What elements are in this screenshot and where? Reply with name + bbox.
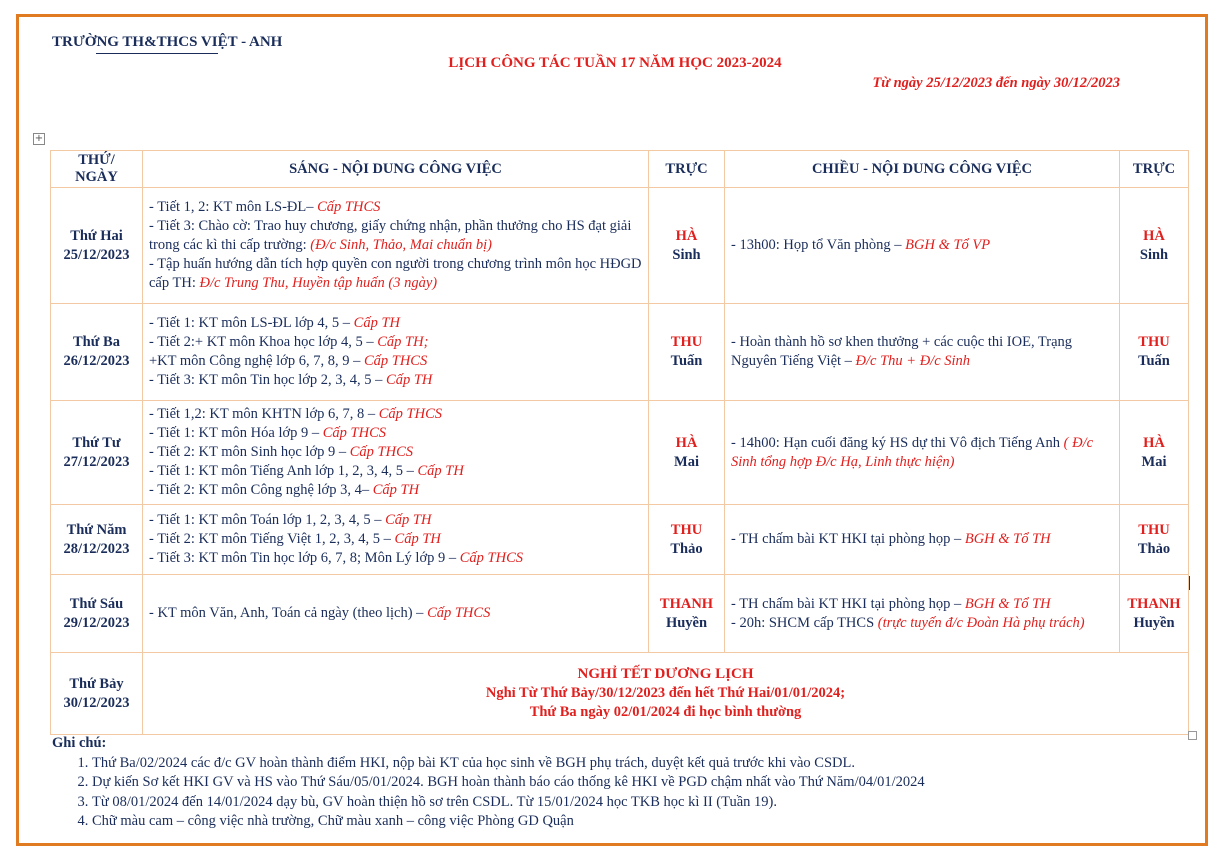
school-underline (96, 53, 218, 54)
task-line (149, 352, 642, 371)
duty-morning-cell (649, 188, 725, 304)
duty-lead: THU (670, 521, 703, 538)
task-assignee: BGH & Tổ TH (964, 531, 1051, 547)
task-assignee: Cấp TH (353, 315, 400, 331)
task-line (149, 530, 642, 549)
task-assignee: (Đ/c Sinh, Thảo, Mai chuẩn bị) (310, 237, 492, 253)
duty-name: Thảo (1137, 540, 1171, 557)
header-day: THỨ/ NGÀY (51, 151, 143, 188)
task-line (149, 424, 642, 443)
task-line (149, 462, 642, 481)
task-text: - Tiết 3: KT môn Tin học lớp 6, 7, 8; Môn Lý lớp 9 – (149, 550, 460, 566)
morning-cell (143, 401, 649, 505)
task-line (149, 314, 642, 333)
task-text: - Tiết 1: KT môn LS-ĐL lớp 4, 5 – (149, 315, 354, 331)
day-date: 30/12/2023 (63, 694, 130, 711)
task-line (731, 595, 1113, 614)
day-name: Thứ Bảy (69, 675, 124, 692)
date-range: Từ ngày 25/12/2023 đến ngày 30/12/2023 (872, 75, 1120, 91)
task-assignee: Cấp TH (394, 531, 441, 547)
task-text: - TH chấm bài KT HKI tại phòng họp – (731, 595, 965, 612)
task-assignee: Cấp THCS (322, 425, 387, 441)
duty-name: Tuấn (670, 353, 703, 369)
afternoon-cell (725, 401, 1120, 505)
task-line (149, 405, 642, 424)
task-assignee: Cấp THCS (317, 199, 381, 215)
duty-lead: THU (670, 334, 703, 350)
task-text: - 13h00: Họp tổ Văn phòng – (731, 237, 906, 253)
duty-name: Huyền (1133, 614, 1175, 631)
task-text: - Tiết 1,2: KT môn KHTN lớp 6, 7, 8 – (149, 406, 379, 422)
note-item: 3. Từ 08/01/2024 đến 14/01/2024 dạy bù, GV hoàn thiện hồ sơ trên CSDL. Từ 15/01/2024 học TKB học kì II (Tuần 19). (92, 793, 925, 813)
morning-cell (143, 505, 649, 575)
holiday-line-2: Thứ Ba ngày 02/01/2024 đi học bình thường (529, 704, 802, 720)
day-name: Thứ Sáu (69, 595, 124, 612)
duty-name: Sinh (1139, 246, 1169, 263)
task-text: - Tiết 1: KT môn Toán lớp 1, 2, 3, 4, 5 – (149, 512, 386, 528)
task-line (149, 481, 642, 500)
table-row-saturday (51, 653, 1189, 735)
task-assignee: Cấp THCS (349, 444, 414, 460)
notes-section (52, 734, 925, 832)
table-row (51, 304, 1189, 401)
note-item: 2. Dự kiến Sơ kết HKI GV và HS vào Thứ Sáu/05/01/2024. BGH hoàn thành báo cáo thống kê HKI về PGD chậm nhất vào Thứ Năm/04/01/2024 (92, 773, 925, 793)
afternoon-cell (725, 505, 1120, 575)
task-text: - Tiết 1: KT môn Tiếng Anh lớp 1, 2, 3, 4, 5 – (149, 463, 418, 479)
duty-lead: THANH (659, 595, 714, 612)
day-date: 28/12/2023 (63, 540, 130, 557)
morning-cell (143, 188, 649, 304)
duty-morning-cell (649, 575, 725, 653)
duty-name: Mai (674, 453, 699, 470)
duty-morning-cell (649, 304, 725, 401)
school-name: TRƯỜNG TH&THCS VIỆT - ANH (52, 34, 283, 50)
task-line (731, 434, 1113, 472)
duty-name: Thảo (670, 540, 703, 557)
header-afternoon: CHIỀU - NỘI DUNG CÔNG VIỆC (725, 151, 1120, 188)
task-line (731, 236, 1113, 255)
task-assignee: Cấp THCS (459, 550, 524, 566)
duty-afternoon-cell (1120, 188, 1189, 304)
task-assignee: Cấp THCS (363, 353, 428, 369)
duty-afternoon-cell (1120, 505, 1189, 575)
task-assignee: BGH & Tổ TH (964, 595, 1051, 612)
duty-afternoon-cell (1120, 304, 1189, 401)
text-cursor (1189, 576, 1190, 590)
task-line (731, 333, 1113, 371)
duty-lead: HÀ (675, 434, 698, 451)
duty-morning-cell (649, 401, 725, 505)
table-row (51, 575, 1189, 653)
task-text: - Tiết 2: KT môn Sinh học lớp 9 – (149, 444, 350, 460)
note-item: 1. Thứ Ba/02/2024 các đ/c GV hoàn thành điểm HKI, nộp bài KT của học sinh về BGH phụ trách, duyệt kết quả trước khi vào CSDL. (92, 754, 925, 774)
afternoon-cell (725, 304, 1120, 401)
table-row (51, 401, 1189, 505)
afternoon-cell (725, 188, 1120, 304)
task-line (149, 549, 642, 568)
task-assignee: Cấp TH (386, 372, 433, 388)
task-text: - KT môn Văn, Anh, Toán cả ngày (theo lịch) – (149, 605, 428, 621)
day-date: 27/12/2023 (63, 453, 130, 470)
duty-lead: THU (1138, 521, 1170, 538)
duty-name: Sinh (672, 246, 701, 263)
task-assignee: Đ/c Thu + Đ/c Sinh (855, 353, 971, 369)
task-text: - Tiết 3: Chào cờ: Trao huy chương, giấy chứng nhận, phần thưởng cho HS đạt giải trong các kì thi cấp trường: (149, 218, 632, 253)
task-line (149, 511, 642, 530)
task-text: +KT môn Công nghệ lớp 6, 7, 8, 9 – (149, 353, 364, 369)
afternoon-cell (725, 575, 1120, 653)
header-morning: SÁNG - NỘI DUNG CÔNG VIỆC (143, 151, 649, 188)
duty-lead: HÀ (675, 227, 698, 244)
task-text: - Tập huấn hướng dẫn tích hợp quyền con người trong chương trình môn học HĐGD cấp TH: (149, 256, 642, 291)
task-text: - Tiết 1, 2: KT môn LS-ĐL– (149, 199, 318, 215)
duty-name: Huyền (665, 614, 708, 631)
task-line (149, 255, 642, 293)
task-text: - Tiết 2:+ KT môn Khoa học lớp 4, 5 – (149, 334, 378, 350)
duty-afternoon-cell (1120, 575, 1189, 653)
task-text: - 14h00: Hạn cuối đăng ký HS dự thi Vô địch Tiếng Anh (731, 434, 1064, 451)
morning-cell (143, 575, 649, 653)
day-name: Thứ Ba (73, 334, 120, 350)
table-row (51, 505, 1189, 575)
day-cell (51, 188, 143, 304)
day-date: 26/12/2023 (63, 353, 130, 369)
task-assignee: (trực tuyến đ/c Đoàn Hà phụ trách) (877, 614, 1085, 631)
task-assignee: Cấp THCS (378, 406, 443, 422)
task-assignee: Cấp TH (372, 482, 420, 498)
day-cell (51, 401, 143, 505)
task-line (149, 217, 642, 255)
document-title (0, 55, 1230, 72)
day-name: Thứ Hai (70, 227, 123, 244)
duty-afternoon-cell (1120, 401, 1189, 505)
task-assignee: ( Đ/c Sinh tổng hợp Đ/c Hạ, Linh thực hiện) (731, 434, 1094, 470)
task-text: - Tiết 2: KT môn Tiếng Việt 1, 2, 3, 4, 5 – (149, 531, 395, 547)
holiday-line-1: Nghỉ Từ Thứ Bảy/30/12/2023 đến hết Thứ Hai/01/01/2024; (485, 685, 846, 701)
header-duty-afternoon: TRỰC (1120, 151, 1189, 188)
duty-name: Mai (1141, 453, 1167, 470)
task-line (731, 530, 1113, 549)
day-cell (51, 575, 143, 653)
day-cell (51, 505, 143, 575)
task-assignee: BGH & Tổ VP (905, 237, 991, 253)
task-text: - Tiết 2: KT môn Công nghệ lớp 3, 4– (149, 482, 373, 498)
day-cell (51, 304, 143, 401)
document-title-text: LỊCH CÔNG TÁC TUẦN 17 NĂM HỌC 2023-2024 (448, 55, 782, 71)
morning-cell (143, 304, 649, 401)
duty-lead: THU (1138, 334, 1170, 350)
holiday-cell (143, 653, 1189, 735)
task-assignee: Cấp TH (385, 512, 432, 528)
task-line (149, 198, 642, 217)
notes-list (52, 754, 925, 832)
task-text: - 20h: SHCM cấp THCS (731, 614, 878, 631)
day-name: Thứ Tư (72, 434, 121, 451)
header-row (51, 151, 1189, 188)
duty-lead: HÀ (1143, 227, 1165, 244)
table-move-handle-icon[interactable]: + (34, 133, 44, 144)
task-assignee: Cấp THCS (427, 605, 491, 621)
task-line (149, 443, 642, 462)
day-date: 25/12/2023 (63, 246, 130, 263)
header-duty-morning: TRỰC (649, 151, 725, 188)
table-resize-handle-icon[interactable] (1188, 731, 1197, 740)
task-text: - TH chấm bài KT HKI tại phòng họp – (731, 531, 965, 547)
day-date: 29/12/2023 (63, 614, 130, 631)
day-cell (51, 653, 143, 735)
task-text: - Tiết 3: KT môn Tin học lớp 2, 3, 4, 5 – (149, 372, 387, 388)
task-assignee: Cấp TH (417, 463, 464, 479)
task-line (149, 604, 642, 623)
task-text: - Tiết 1: KT môn Hóa lớp 9 – (149, 425, 323, 441)
task-line (149, 371, 642, 390)
table-row (51, 188, 1189, 304)
task-assignee: Cấp TH; (377, 334, 429, 350)
task-line (731, 614, 1113, 633)
duty-name: Tuấn (1138, 353, 1170, 369)
day-name: Thứ Năm (66, 521, 127, 538)
task-assignee: Đ/c Trung Thu, Huyền tập huấn (3 ngày) (199, 275, 438, 291)
schedule-table (50, 150, 1189, 735)
duty-morning-cell (649, 505, 725, 575)
notes-title: Ghi chú: (52, 735, 107, 751)
note-item: 4. Chữ màu cam – công việc nhà trường, Chữ màu xanh – công việc Phòng GD Quận (92, 812, 925, 832)
holiday-title: NGHỈ TẾT DƯƠNG LỊCH (577, 666, 754, 682)
duty-lead: THANH (1127, 595, 1181, 612)
duty-lead: HÀ (1143, 434, 1165, 451)
task-text: - Hoàn thành hồ sơ khen thưởng + các cuộc thi IOE, Trạng Nguyên Tiếng Việt – (731, 334, 1073, 369)
task-line (149, 333, 642, 352)
